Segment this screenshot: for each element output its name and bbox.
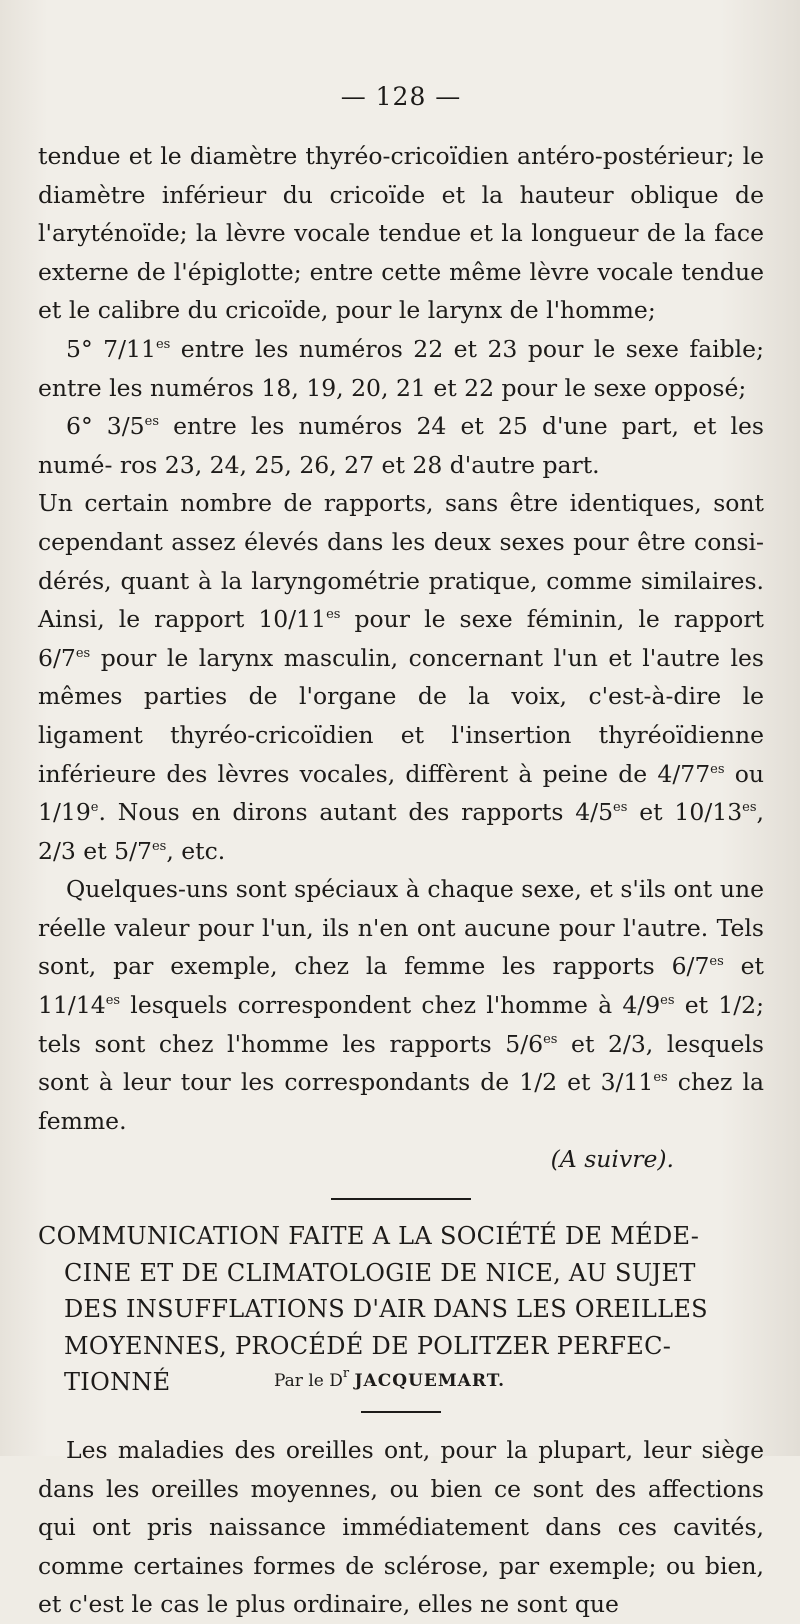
heading-line: COMMUNICATION FAITE A LA SOCIÉTÉ DE MÉDE-	[38, 1222, 700, 1251]
text-run: , 2/3 et 5/7	[38, 798, 765, 865]
text-run: pour le larynx masculin, concernant l'un et l'autre les mêmes parties de l'organe de la voix, c'est-à-dire le ligament thyréo-cricoïdien et l'insertion thyréoïdienne inférieure des lèvres vocales, diffèrent à peine de 4/77	[38, 643, 764, 788]
a-suivre-note: (A suivre).	[550, 1145, 674, 1174]
superscript: es	[75, 645, 91, 661]
paragraph-2	[38, 330, 764, 407]
text-run: et 1/2; tels sont chez l'homme les rapports 5/6	[38, 991, 765, 1058]
section-divider	[331, 1198, 471, 1200]
heading-line: CINE ET DE CLIMATOLOGIE DE NICE, AU SUJET	[64, 1258, 696, 1287]
superscript: r	[342, 1365, 350, 1381]
superscript: es	[653, 1070, 668, 1086]
text-line: face externe de l'épiglotte; entre cette même lèvre vocale	[38, 219, 764, 286]
paragraph-5	[38, 870, 764, 1140]
item-lead: 6° 3/5	[66, 412, 145, 441]
text-run: , etc.	[166, 836, 226, 865]
text-run: Quelques-uns sont spéciaux à chaque sexe, et s'ils ont une réelle valeur pour l'un, ils n'en ont aucune pour l'autre. Tels sont, par exemple, chez la femme les rapports 6/7	[38, 875, 764, 981]
text-line: ros 23, 24, 25, 26, 27 et 28 d'autre part.	[119, 450, 600, 479]
superscript: es	[151, 838, 167, 854]
byline-row	[38, 1365, 764, 1401]
text-run: pour le sexe féminin, le rapport 6/7	[38, 605, 764, 672]
item-lead: 5° 7/11	[66, 334, 156, 363]
text-run: et 10/13	[627, 798, 743, 827]
text-run: lesquels correspondent chez l'homme à 4/9	[120, 991, 661, 1020]
superscript: es	[326, 607, 341, 623]
paragraph-4	[38, 484, 764, 870]
page-number: — 128 —	[340, 82, 462, 111]
superscript: es	[613, 800, 628, 816]
superscript: es	[660, 993, 675, 1009]
heading-line: DES INSUFFLATIONS D'AIR DANS LES OREILLES	[64, 1295, 708, 1324]
byline-divider	[361, 1411, 441, 1413]
paragraph-3	[38, 407, 764, 484]
superscript: e	[90, 800, 99, 816]
superscript: es	[105, 993, 121, 1009]
superscript: es	[155, 336, 171, 352]
author-name: JACQUEMART.	[354, 1370, 506, 1391]
superscript: es	[144, 414, 160, 430]
article-body	[38, 1431, 764, 1624]
text-run: et 11/14	[38, 952, 764, 1020]
text-line: entre les numéros 24 et 25 d'une part, et les numé-	[38, 412, 764, 479]
text-run: et 2/3, lesquels sont à leur tour les correspondants de 1/2 et 3/11	[38, 1029, 764, 1097]
heading-line: MOYENNES, PROCÉDÉ DE POLITZER PERFEC-	[64, 1331, 672, 1360]
text-line: entre les numéros 22 et 23 pour le sexe faible;	[170, 334, 764, 363]
text-run: chez la femme.	[38, 1068, 764, 1135]
article-continuation	[38, 137, 764, 1178]
text-line: tendue et le calibre du cricoïde, pour le larynx de l'homme;	[38, 257, 764, 325]
text-line: entre les numéros 18, 19, 20, 21 et 22 pour le sexe opposé;	[38, 373, 747, 402]
text-run: Un certain nombre de rapports, sans être identiques, sont cependant assez élevés dans les deux sexes pour être consi-dérés, quant à la laryngométrie pratique, comme similaires. Ainsi, le rapport 10/11	[38, 489, 764, 634]
text-run: . Nous en dirons autant des rapports 4/5	[98, 798, 614, 827]
byline	[274, 1365, 506, 1391]
byline-prefix: Par le D	[274, 1370, 343, 1391]
paragraph-1	[38, 137, 764, 330]
text-run: ou 1/19	[38, 759, 764, 827]
superscript: es	[543, 1031, 558, 1047]
superscript: es	[710, 761, 725, 777]
heading-line: TIONNÉ	[64, 1368, 171, 1397]
opening-paragraph: Les maladies des oreilles ont, pour la plupart, leur siège dans les oreilles moyennes, ou bien ce sont des affections qui ont pris naissance immédiatement dans ces cavités, comme certaines formes de sclérose, par exemple; ou bien, et c'est le cas le plus ordinaire, elles ne sont que	[38, 1435, 764, 1619]
text-line: le diamètre inférieur du cricoïde et la hauteur oblique de	[38, 142, 764, 209]
superscript: es	[709, 954, 724, 970]
text-line: l'aryténoïde; la lèvre vocale tendue et la longueur de la	[38, 219, 706, 248]
superscript: es	[742, 800, 757, 816]
text-line: tendue et le diamètre thyréo-cricoïdien antéro-postérieur;	[38, 142, 735, 170]
